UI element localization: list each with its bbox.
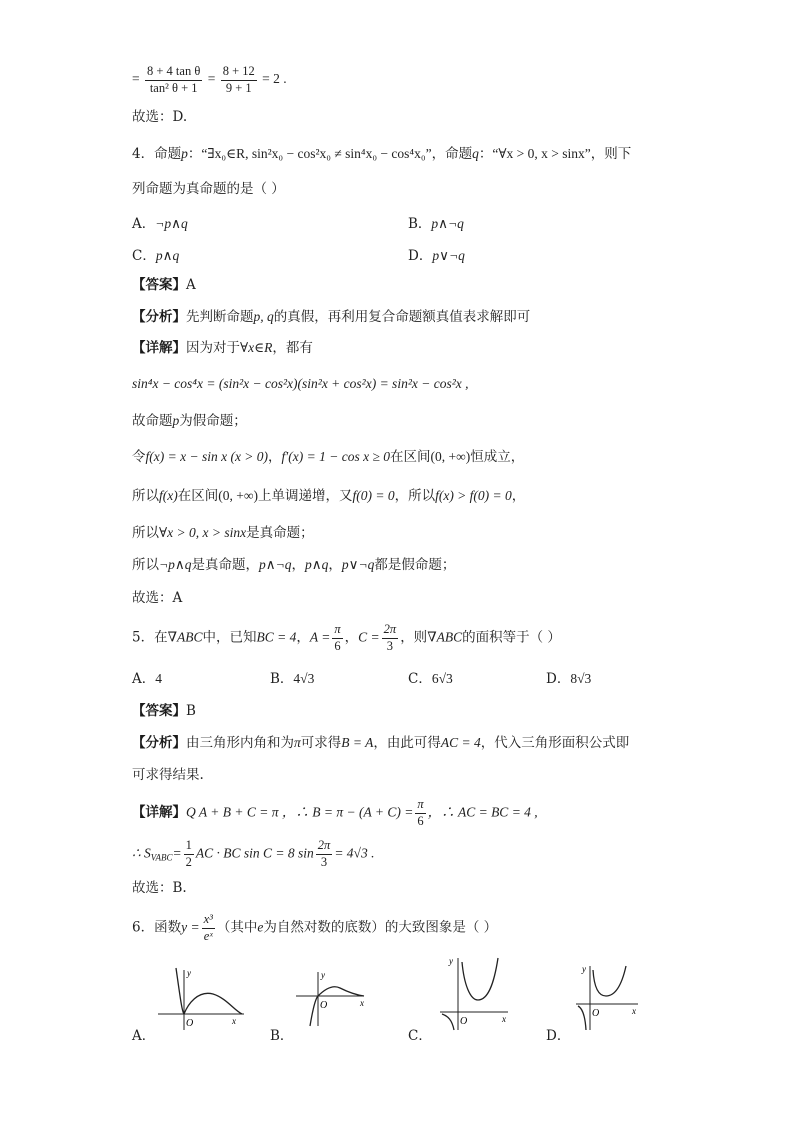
q5-analysis: [132, 735, 629, 751]
q5-area: [132, 838, 374, 870]
curve-right-branch: [462, 958, 498, 1000]
p-symbol: p: [172, 413, 180, 428]
axis-label-x: x: [502, 1014, 506, 1024]
q5-option-a[interactable]: [132, 667, 162, 687]
text: ，代入三角形面积公式即: [480, 735, 630, 751]
math: ，∴ AC = BC = 4 ,: [427, 804, 538, 820]
math: p, q: [253, 309, 274, 324]
curve-left-branch: [442, 1014, 454, 1030]
detail-tag: 【详解】: [132, 340, 186, 356]
origin-label: O: [186, 1018, 194, 1029]
q5-option-b[interactable]: [270, 667, 314, 687]
numerator: x³: [202, 912, 215, 929]
answer-tag: 【答案】: [132, 703, 186, 719]
curve-right-branch: [593, 966, 626, 996]
q4-detail: [132, 340, 313, 356]
analysis-tag: 【分析】: [132, 309, 186, 325]
math: e: [257, 919, 264, 935]
axis-label-y: y: [187, 968, 191, 978]
q6-graph-b[interactable]: [294, 968, 374, 1028]
intro-formula: = $\frac{\text{8 + 4 tan θ}}{\text{tan² θ + 1}}$ = $\frac{8 + 12}{9 + 1}$ = 2 .: [132, 64, 287, 95]
text: 为假命题；: [179, 413, 247, 429]
q6-graph-a[interactable]: [158, 966, 248, 1032]
q5-analysis-line2: 可求得结果.: [132, 767, 204, 783]
analysis-tag: 【分析】: [132, 735, 186, 751]
text: ，: [296, 629, 310, 646]
text: 为自然对数的底数）的大致图象是（ ）: [263, 919, 498, 936]
math: BC = 4: [256, 629, 297, 645]
text: （其中: [216, 919, 258, 936]
answer-tag: 【答案】: [132, 277, 186, 293]
text: 在: [154, 629, 168, 646]
option-label: A．: [132, 216, 156, 232]
answer-value: B: [186, 703, 196, 719]
text: ，: [268, 449, 282, 465]
q6-option-b-label[interactable]: B．: [270, 1028, 294, 1044]
math: ∇ABC: [427, 629, 463, 645]
text: 恒成立，: [470, 449, 525, 465]
option-value: p∧¬q: [431, 216, 464, 231]
math: f(0) = 0: [352, 488, 395, 503]
q6-graph-c[interactable]: [436, 954, 516, 1032]
q4-option-a[interactable]: [132, 212, 188, 232]
intro-answer: 故选：D.: [132, 109, 188, 125]
numerator: π: [332, 622, 342, 639]
fraction: [316, 838, 333, 870]
math: f(x) > f(0) = 0: [435, 488, 512, 503]
option-label: B．: [270, 671, 294, 687]
fraction: [382, 622, 399, 654]
fraction: [415, 797, 425, 829]
q4-option-d[interactable]: [408, 244, 465, 264]
text: 故命题: [132, 413, 173, 429]
question-number: 5．: [132, 629, 155, 646]
axis-label-y: y: [321, 970, 325, 980]
curve-left-branch: [578, 1006, 586, 1030]
option-label: B．: [408, 216, 432, 232]
axis-label-y: y: [449, 956, 453, 966]
q4-let: [132, 449, 524, 465]
q6-option-c-label[interactable]: C．: [408, 1028, 432, 1044]
math: π: [294, 735, 301, 750]
q4-stem: [132, 146, 631, 162]
math: y =: [181, 919, 200, 935]
math: AC · BC sin C = 8 sin: [195, 845, 314, 861]
text: ，由此可得: [373, 735, 441, 751]
q4-stem-line2: 列命题为真命题的是（ ）: [132, 181, 285, 197]
math: ∇ABC: [167, 629, 203, 645]
numerator: 2π: [316, 838, 333, 855]
q4-p-false: [132, 413, 247, 429]
text: 在区间: [389, 449, 431, 465]
math: ∀x∈R: [240, 340, 273, 355]
denominator: 3: [386, 638, 394, 653]
math: p∨¬q: [341, 557, 375, 572]
math: (0, +∞): [218, 488, 258, 503]
option-value: p∨¬q: [432, 248, 465, 263]
option-value: p∧q: [155, 248, 180, 263]
text: 令: [132, 449, 146, 465]
math: = 4√3 .: [334, 845, 375, 861]
option-value: 8√3: [570, 671, 592, 686]
math: B = A: [341, 735, 374, 750]
fraction: $\frac{\text{8 + 4 tan θ}}{\text{tan² θ + 1}}$: [147, 64, 201, 95]
text: 在区间: [177, 488, 219, 504]
q6-stem: [132, 912, 497, 944]
denominator: 3: [320, 854, 328, 869]
q4-text: 命题: [154, 146, 182, 162]
text: ，所以: [394, 488, 436, 504]
curve: [176, 968, 242, 1014]
math: f(x): [159, 488, 178, 503]
option-value: 6√3: [431, 671, 453, 686]
text: 由三角形内角和为: [186, 735, 294, 751]
option-label: C．: [408, 671, 432, 687]
fraction: [184, 838, 194, 870]
math: f(x) = x − sin x (x > 0): [145, 449, 269, 464]
origin-label: O: [592, 1008, 600, 1019]
math: p∧¬q: [259, 557, 292, 572]
text: 的真假，再利用复合命题额真值表求解即可: [273, 309, 531, 325]
p-symbol: p: [181, 146, 188, 161]
math: ∀x > 0, x > sinx: [159, 525, 247, 540]
math: (0, +∞): [430, 449, 471, 464]
q4-answer: [132, 277, 196, 293]
math: p∧q: [305, 557, 329, 572]
math: A =: [309, 629, 331, 645]
numerator: 2π: [382, 622, 399, 639]
text: ，: [328, 557, 342, 573]
numerator: 1: [184, 838, 194, 855]
question-number: 6．: [132, 919, 155, 936]
axis-label-y: y: [582, 964, 586, 974]
text: 函数: [154, 919, 182, 936]
q5-final: 故选：B.: [132, 880, 187, 896]
option-value: ¬p∧q: [155, 216, 188, 231]
axis-label-x: x: [232, 1016, 236, 1026]
denominator: 6: [417, 813, 424, 828]
text: 是真命题，: [191, 557, 259, 573]
detail-tag: 【详解】: [132, 804, 186, 821]
math: ¬p∧q: [159, 557, 192, 572]
q6-option-d-label[interactable]: D．: [546, 1028, 571, 1044]
text: 所以: [132, 488, 159, 504]
math: =: [172, 845, 182, 861]
math: f′(x) = 1 − cos x ≥ 0: [281, 449, 390, 464]
fraction: $\frac{8 + 12}{9 + 1}$: [222, 64, 255, 95]
subscript: VABC: [150, 852, 173, 863]
q4-identity: sin⁴x − cos⁴x = (sin²x − cos²x)(sin²x + cos²x) = sin²x − cos²x ,: [132, 376, 469, 391]
option-value: 4√3: [293, 671, 315, 686]
text: 中，已知: [202, 629, 257, 646]
text: 所以: [132, 557, 159, 573]
denominator: 2: [185, 854, 192, 869]
q5-option-d[interactable]: [546, 667, 591, 687]
q4-proposition-q: ：“∀x > 0, x > sinx”，则下: [478, 146, 632, 161]
text: 可求得: [300, 735, 342, 751]
origin-label: O: [320, 1000, 328, 1011]
text: ，: [511, 488, 526, 504]
fraction: [332, 622, 342, 654]
q5-answer: [132, 703, 196, 719]
q6-option-a-label[interactable]: A．: [132, 1028, 156, 1044]
option-label: D．: [408, 248, 433, 264]
q5-detail: [132, 797, 538, 829]
text: 是真命题；: [246, 525, 314, 541]
numerator: π: [415, 797, 425, 814]
q4-analysis: [132, 309, 530, 325]
math: C =: [358, 629, 380, 645]
axis-label-x: x: [360, 998, 364, 1008]
option-label: A．: [132, 671, 156, 687]
text: ，: [344, 629, 359, 646]
answer-value: A: [186, 277, 196, 293]
q4-option-c[interactable]: [132, 244, 179, 264]
option-label: C．: [132, 248, 156, 264]
q4-conclusion: [132, 557, 455, 573]
q6-graph-d[interactable]: [574, 960, 642, 1032]
option-value: 4: [155, 671, 162, 686]
denominator: eˣ: [203, 928, 213, 943]
q4-proposition-p: ：“∃x₀∈R, sin²x₀ − cos²x₀ ≠ sin⁴x₀ − cos⁴x₀”，命题: [187, 146, 473, 161]
text: 的面积等于（ ）: [462, 629, 561, 646]
math: AC = 4: [440, 735, 481, 750]
q4-option-b[interactable]: [408, 212, 464, 232]
text: 先判断命题: [186, 309, 254, 325]
text: 上单调递增，又: [257, 488, 353, 504]
denominator: 6: [334, 638, 341, 653]
math: ∴ S: [132, 845, 151, 861]
text: ，都有: [272, 340, 313, 356]
q4-q-true: [132, 525, 314, 541]
origin-label: O: [460, 1016, 468, 1027]
text: ，则: [400, 629, 428, 646]
option-label: D．: [546, 671, 571, 687]
q-symbol: q: [472, 146, 479, 161]
text: 所以: [132, 525, 159, 541]
math: Q A + B + C = π ，∴ B = π − (A + C) =: [186, 804, 414, 820]
q5-stem: [132, 622, 561, 654]
question-number: 4．: [132, 146, 155, 162]
q5-option-c[interactable]: [408, 667, 453, 687]
axis-label-x: x: [632, 1006, 636, 1016]
q4-mono: [132, 488, 525, 504]
text: ，: [291, 557, 305, 573]
text: 因为对于: [186, 340, 240, 356]
fraction: [202, 912, 215, 944]
text: 都是假命题；: [374, 557, 456, 573]
q4-final: 故选：A: [132, 590, 183, 606]
